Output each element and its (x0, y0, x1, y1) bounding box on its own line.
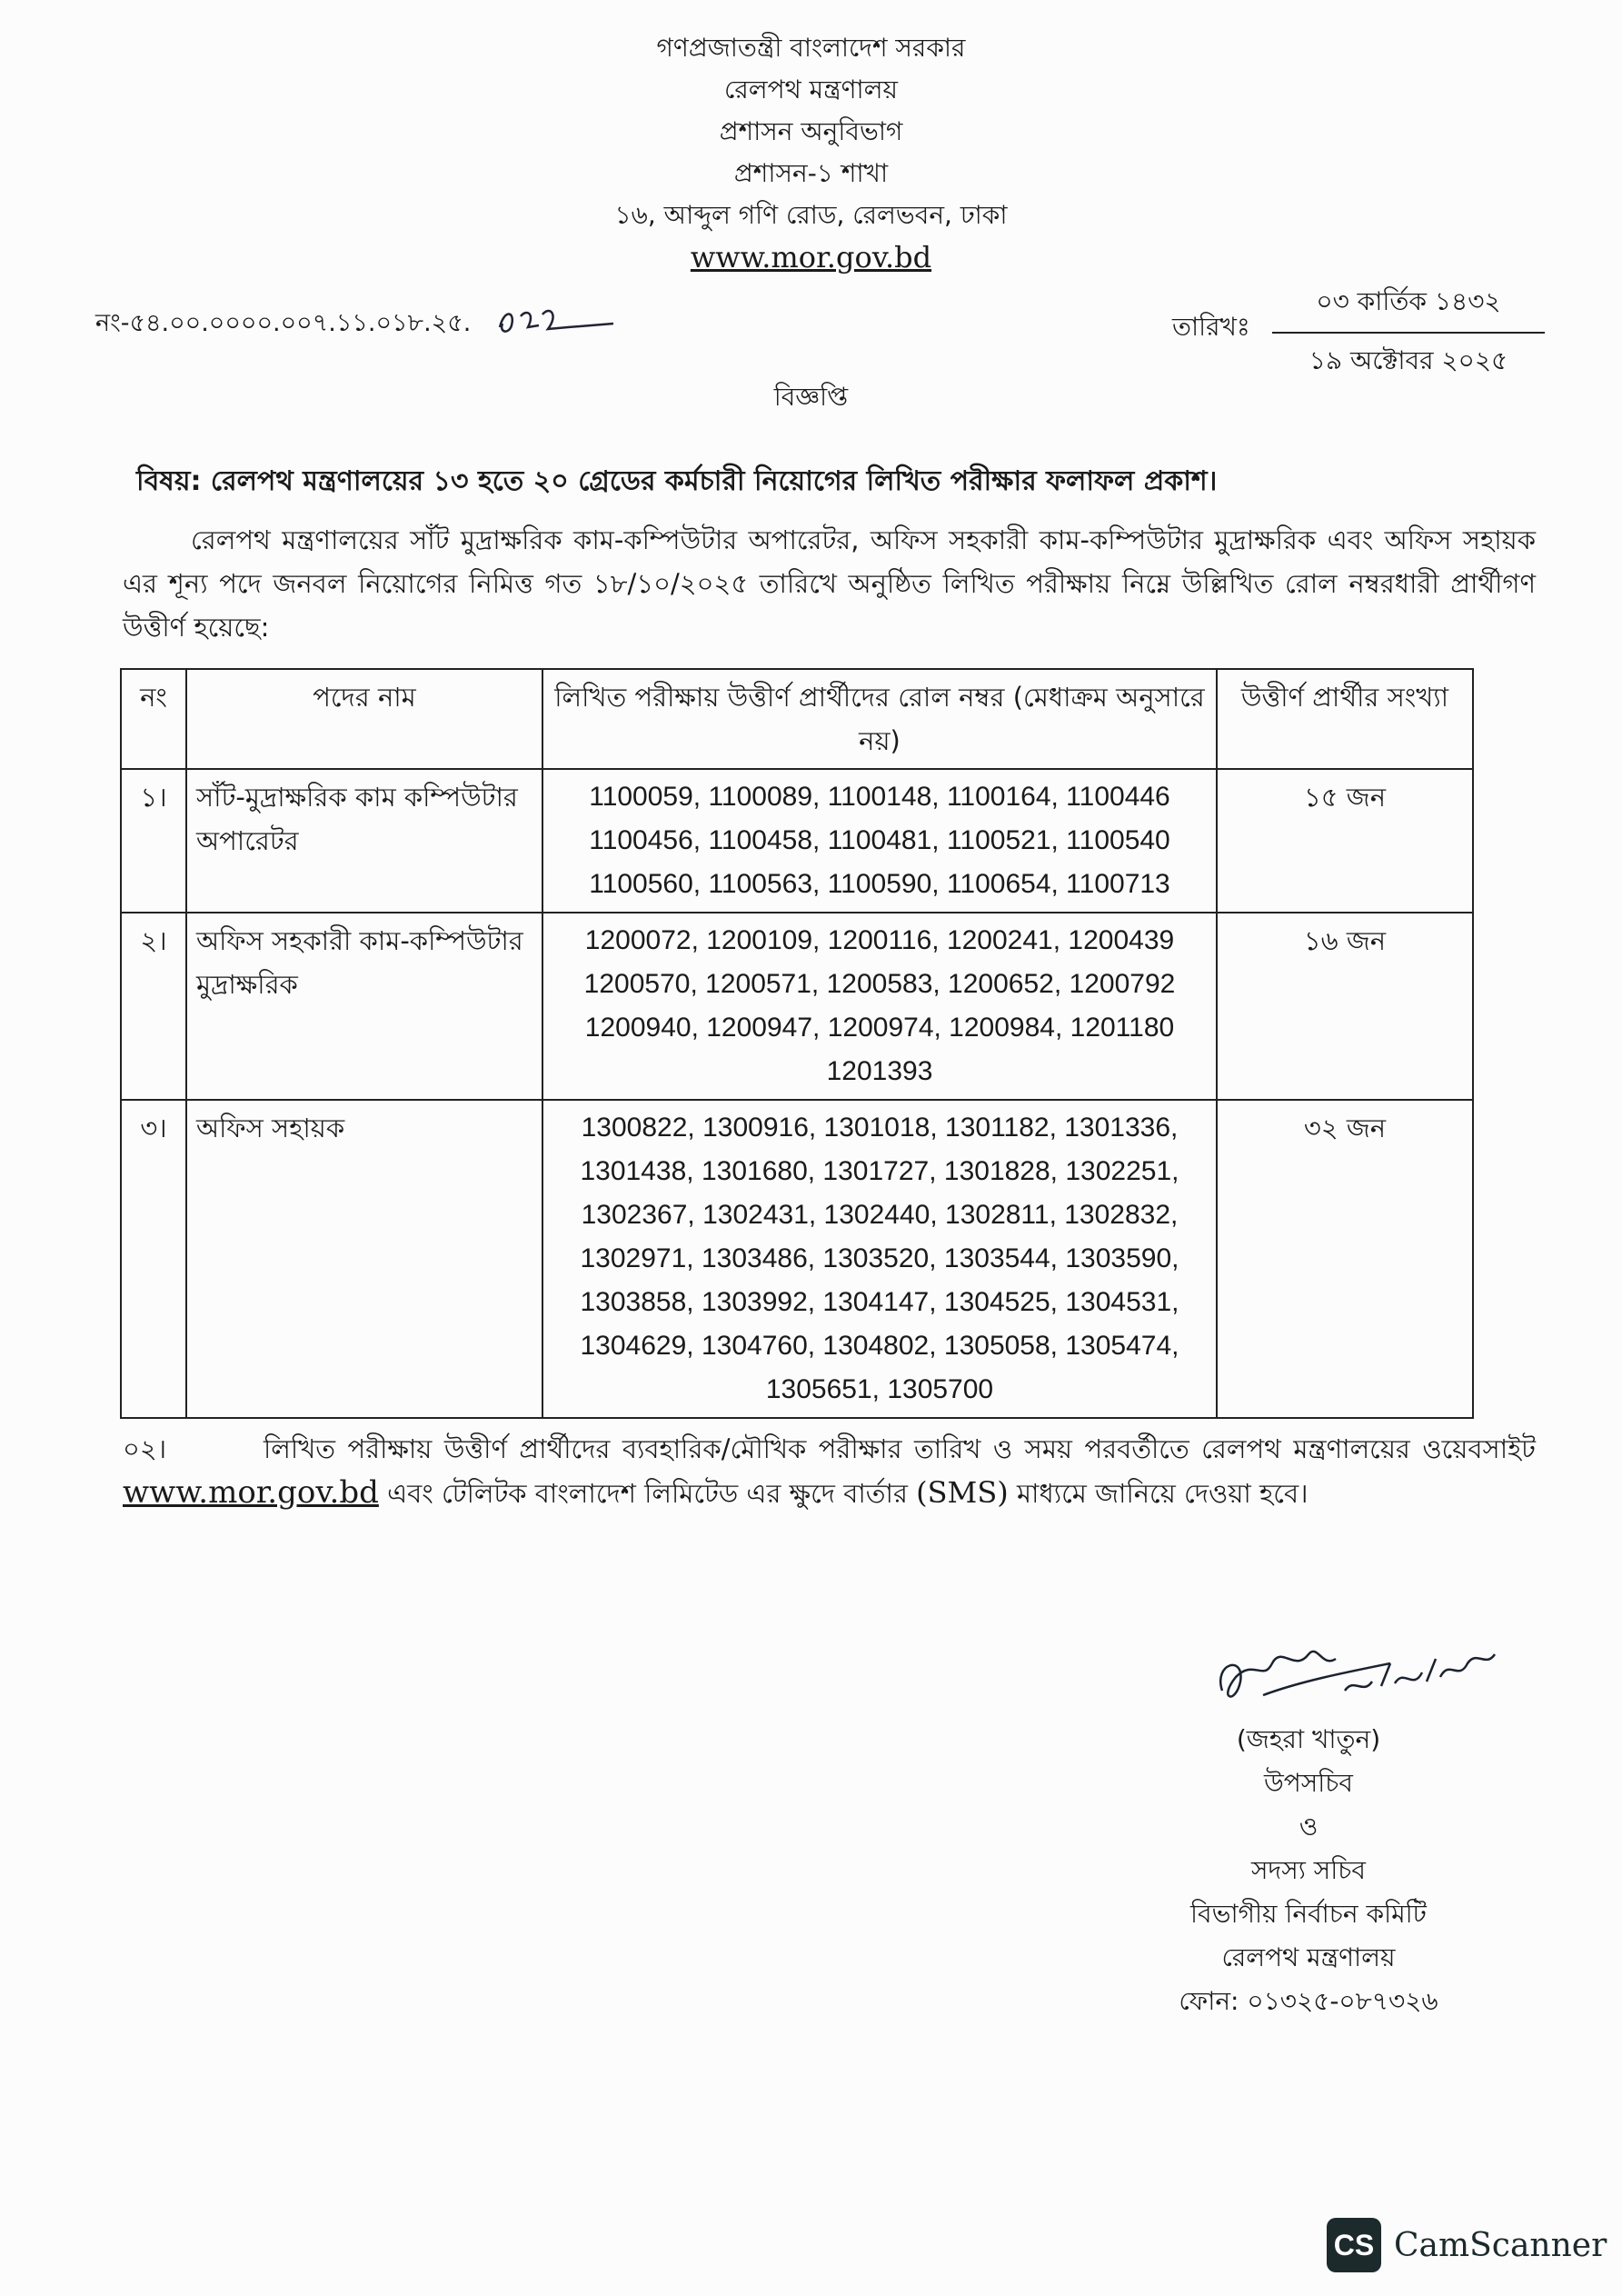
signatory-name: (জহরা খাতুন) (1236, 1724, 1381, 1754)
signatory-conjunction: ও (1299, 1812, 1318, 1842)
row-candidate-count: ১৬ জন (1217, 913, 1473, 1100)
row-candidate-count: ৩২ জন (1217, 1100, 1473, 1418)
signatory-phone: ফোন: ০১৩২৫-০৮৭৩২৬ (1179, 1986, 1438, 2016)
signatory-committee: বিভাগীয় নির্বাচন কমিটি (1190, 1899, 1427, 1929)
note-text-before: লিখিত পরীক্ষায় উত্তীর্ণ প্রার্থীদের ব্যবহারিক/মৌখিক পরীক্ষার তারিখ ও সময় পরবর্তীতে রেলপথ মন্ত্রণালয়ের ওয়েবসাইট (264, 1433, 1536, 1464)
memo-number: নং-৫৪.০০.০০০০.০০৭.১১.০১৮.২৫. (95, 309, 472, 337)
row-serial: ২। (121, 913, 186, 1100)
handwritten-memo-mark (495, 300, 622, 345)
note-text-after: মাধ্যমে জানিয়ে দেওয়া হবে। (1016, 1478, 1309, 1509)
header-website-link[interactable]: www.mor.gov.bd (690, 240, 932, 275)
row-post-name: সাঁট-মুদ্রাক্ষরিক কাম কম্পিউটার অপারেটর (186, 769, 542, 913)
subject-line: বিষয়: রেলপথ মন্ত্রণালয়ের ১৩ হতে ২০ গ্রেডের কর্মচারী নিয়োগের লিখিত পরীক্ষার ফলাফল প্রকাশ। (136, 465, 1218, 497)
note-paragraph (123, 1427, 1536, 1515)
header-serial: নং (121, 669, 186, 769)
row-serial: ৩। (121, 1100, 186, 1418)
table-header-row (121, 669, 1473, 769)
section-name: প্রশাসন-১ শাখা (733, 158, 889, 188)
results-table (120, 668, 1474, 1419)
header-roll-numbers: লিখিত পরীক্ষায় উত্তীর্ণ প্রার্থীদের রোল নম্বর (মেধাক্রম অনুসারে নয়) (542, 669, 1217, 769)
row-roll-numbers: 1200072, 1200109, 1200116, 1200241, 1200439 1200570, 1200571, 1200583, 1200652, 1200792 1200940, 1200947, 1200974, 1200984, 1201180 1201393 (542, 913, 1217, 1100)
row-roll-numbers: 1300822, 1300916, 1301018, 1301182, 1301336, 1301438, 1301680, 1301727, 1301828, 1302251, 1302367, 1302431, 1302440, 1302811, 1302832, 1302971, 1303486, 1303520, 1303544, 1303590, 1303858, 1303992, 1304147, 1304525, 1304531, 1304629, 1304760, 1304802, 1305058, 1305474, 1305651, 1305700 (542, 1100, 1217, 1418)
camscanner-watermark (1327, 2218, 1607, 2272)
camscanner-logo-icon: CS (1327, 2218, 1381, 2272)
ministry-name: রেলপথ মন্ত্রণালয় (723, 75, 899, 105)
row-roll-numbers: 1100059, 1100089, 1100148, 1100164, 1100446 1100456, 1100458, 1100481, 1100521, 1100540 1100560, 1100563, 1100590, 1100654, 1100713 (542, 769, 1217, 913)
office-address: ১৬, আব্দুল গণি রোড, রেলভবন, ঢাকা (614, 200, 1008, 230)
header-post-name: পদের নাম (186, 669, 542, 769)
note-number: ০২। (123, 1433, 167, 1464)
note-sms: (SMS) (916, 1475, 1009, 1510)
table-row (121, 913, 1473, 1100)
date-gregorian: ১৯ অক্টোবর ২০২৫ (1309, 345, 1508, 375)
signatory-block (1127, 1718, 1490, 2023)
government-name: গণপ্রজাতন্ত্রী বাংলাদেশ সরকার (656, 33, 966, 63)
signatory-ministry: রেলপথ মন্ত্রণালয় (1221, 1942, 1396, 1972)
division-name: প্রশাসন অনুবিভাগ (719, 116, 903, 146)
row-post-name: অফিস সহকারী কাম-কম্পিউটার মুদ্রাক্ষরিক (186, 913, 542, 1100)
table-row (121, 769, 1473, 913)
handwritten-signature (1209, 1627, 1508, 1727)
header-candidate-count: উত্তীর্ণ প্রার্থীর সংখ্যা (1217, 669, 1473, 769)
intro-text: রেলপথ মন্ত্রণালয়ের সাঁট মুদ্রাক্ষরিক কাম-কম্পিউটার অপারেটর, অফিস সহকারী কাম-কম্পিউটার মুদ্রাক্ষরিক এবং অফিস সহায়ক এর শূন্য পদে জনবল নিয়োগের নিমিত্ত গত ১৮/১০/২০২৫ তারিখে অনুষ্ঠিত লিখিত পরীক্ষায় নিম্নে উল্লিখিত রোল নম্বরধারী প্রার্থীগণ উত্তীর্ণ হয়েছে: (123, 524, 1536, 643)
row-serial: ১। (121, 769, 186, 913)
date-box (1272, 282, 1545, 384)
camscanner-brand-text: CamScanner (1394, 2226, 1607, 2264)
table-row (121, 1100, 1473, 1418)
note-text-middle: এবং টেলিটক বাংলাদেশ লিমিটেড এর ক্ষুদে বার্তার (387, 1478, 908, 1509)
letterhead (0, 27, 1622, 278)
intro-paragraph (123, 518, 1536, 649)
signatory-role: সদস্য সচিব (1251, 1855, 1366, 1885)
signatory-designation: উপসচিব (1263, 1768, 1354, 1798)
row-post-name: অফিস সহায়ক (186, 1100, 542, 1418)
row-candidate-count: ১৫ জন (1217, 769, 1473, 913)
date-bangla-calendar: ০৩ কার্তিক ১৪৩২ (1272, 282, 1545, 334)
note-website-link[interactable]: www.mor.gov.bd (123, 1474, 379, 1511)
date-label: তারিখঃ (1172, 312, 1250, 342)
notice-title: বিজ্ঞপ্তি (773, 382, 849, 412)
